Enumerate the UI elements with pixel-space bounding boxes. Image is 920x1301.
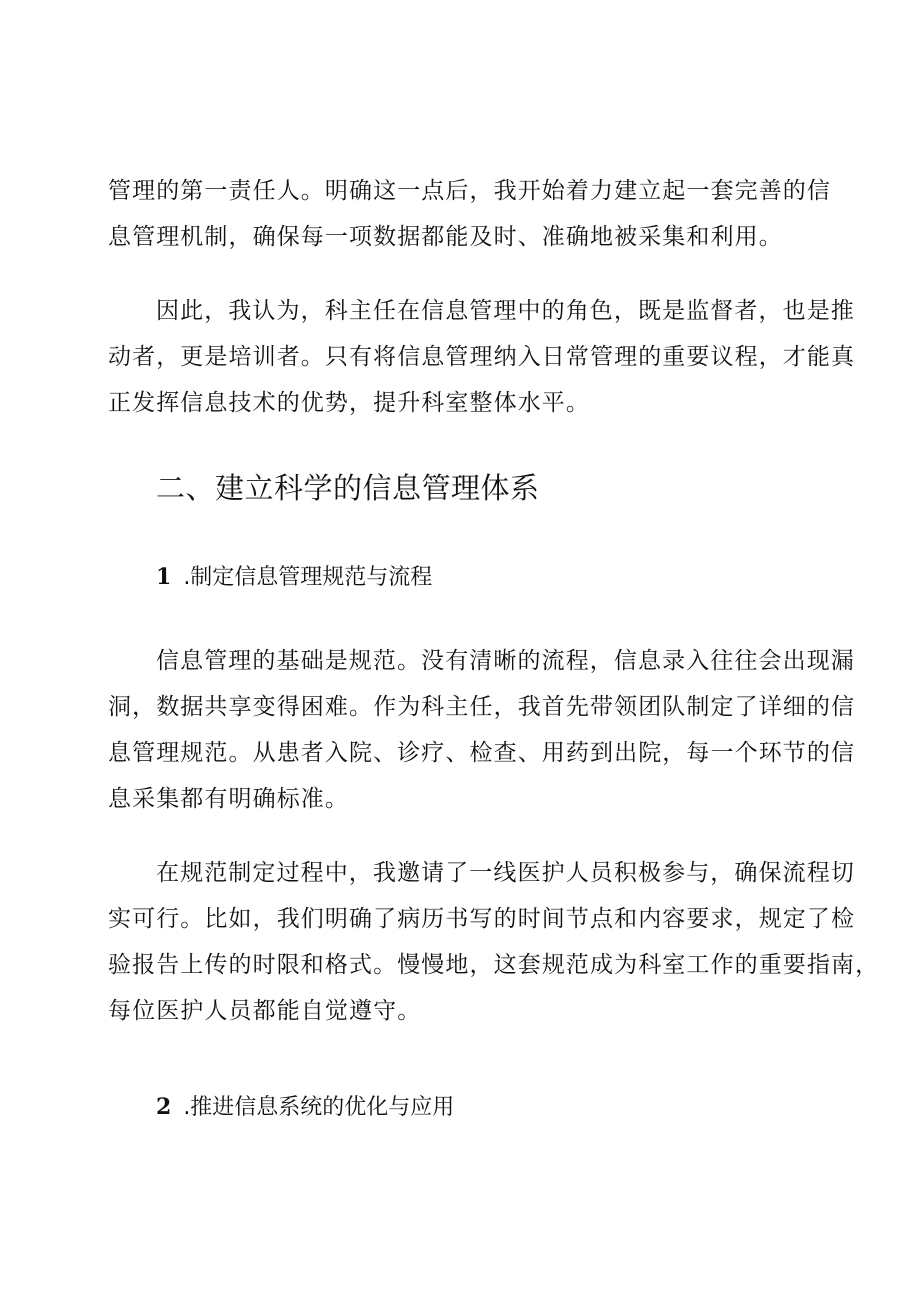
paragraph-line: 洞，数据共享变得困难。作为科主任，我首先带领团队制定了详细的信 <box>108 694 856 720</box>
paragraph-1 <box>108 168 831 260</box>
paragraph-line: 验报告上传的时限和格式。慢慢地，这套规范成为科室工作的重要指南， <box>108 952 880 978</box>
paragraph-line: 息管理规范。从患者入院、诊疗、检查、用药到出院，每一个环节的信 <box>108 740 856 766</box>
paragraph-line: 因此，我认为，科主任在信息管理中的角色，既是监督者，也是推 <box>156 298 855 324</box>
subheading-number: 2 <box>156 1094 172 1120</box>
subheading-text: .制定信息管理规范与流程 <box>183 565 433 590</box>
paragraph-2 <box>108 288 856 426</box>
paragraph-4 <box>108 850 880 1034</box>
paragraph-line: 信息管理的基础是规范。没有清晰的流程，信息录入往往会出现漏 <box>156 648 855 674</box>
paragraph-line: 正发挥信息技术的优势，提升科室整体水平。 <box>108 390 590 416</box>
subheading-2 <box>156 1091 454 1124</box>
paragraph-line: 动者，更是培训者。只有将信息管理纳入日常管理的重要议程，才能真 <box>108 344 856 370</box>
paragraph-line: 在规范制定过程中，我邀请了一线医护人员积极参与，确保流程切 <box>156 860 855 886</box>
subheading-1 <box>156 561 432 594</box>
paragraph-line: 实可行。比如，我们明确了病历书写的时间节点和内容要求，规定了检 <box>108 906 856 932</box>
paragraph-line: 息采集都有明确标准。 <box>108 786 349 812</box>
subheading-text: .推进信息系统的优化与应用 <box>183 1095 455 1120</box>
paragraph-line: 息管理机制，确保每一项数据都能及时、准确地被采集和利用。 <box>108 224 783 250</box>
paragraph-line: 管理的第一责任人。明确这一点后，我开始着力建立起一套完善的信 <box>108 178 831 204</box>
section-heading: 二、建立科学的信息管理体系 <box>156 471 540 505</box>
paragraph-line: 每位医护人员都能自觉遵守。 <box>108 998 422 1024</box>
paragraph-3 <box>108 638 856 822</box>
subheading-number: 1 <box>156 564 172 590</box>
